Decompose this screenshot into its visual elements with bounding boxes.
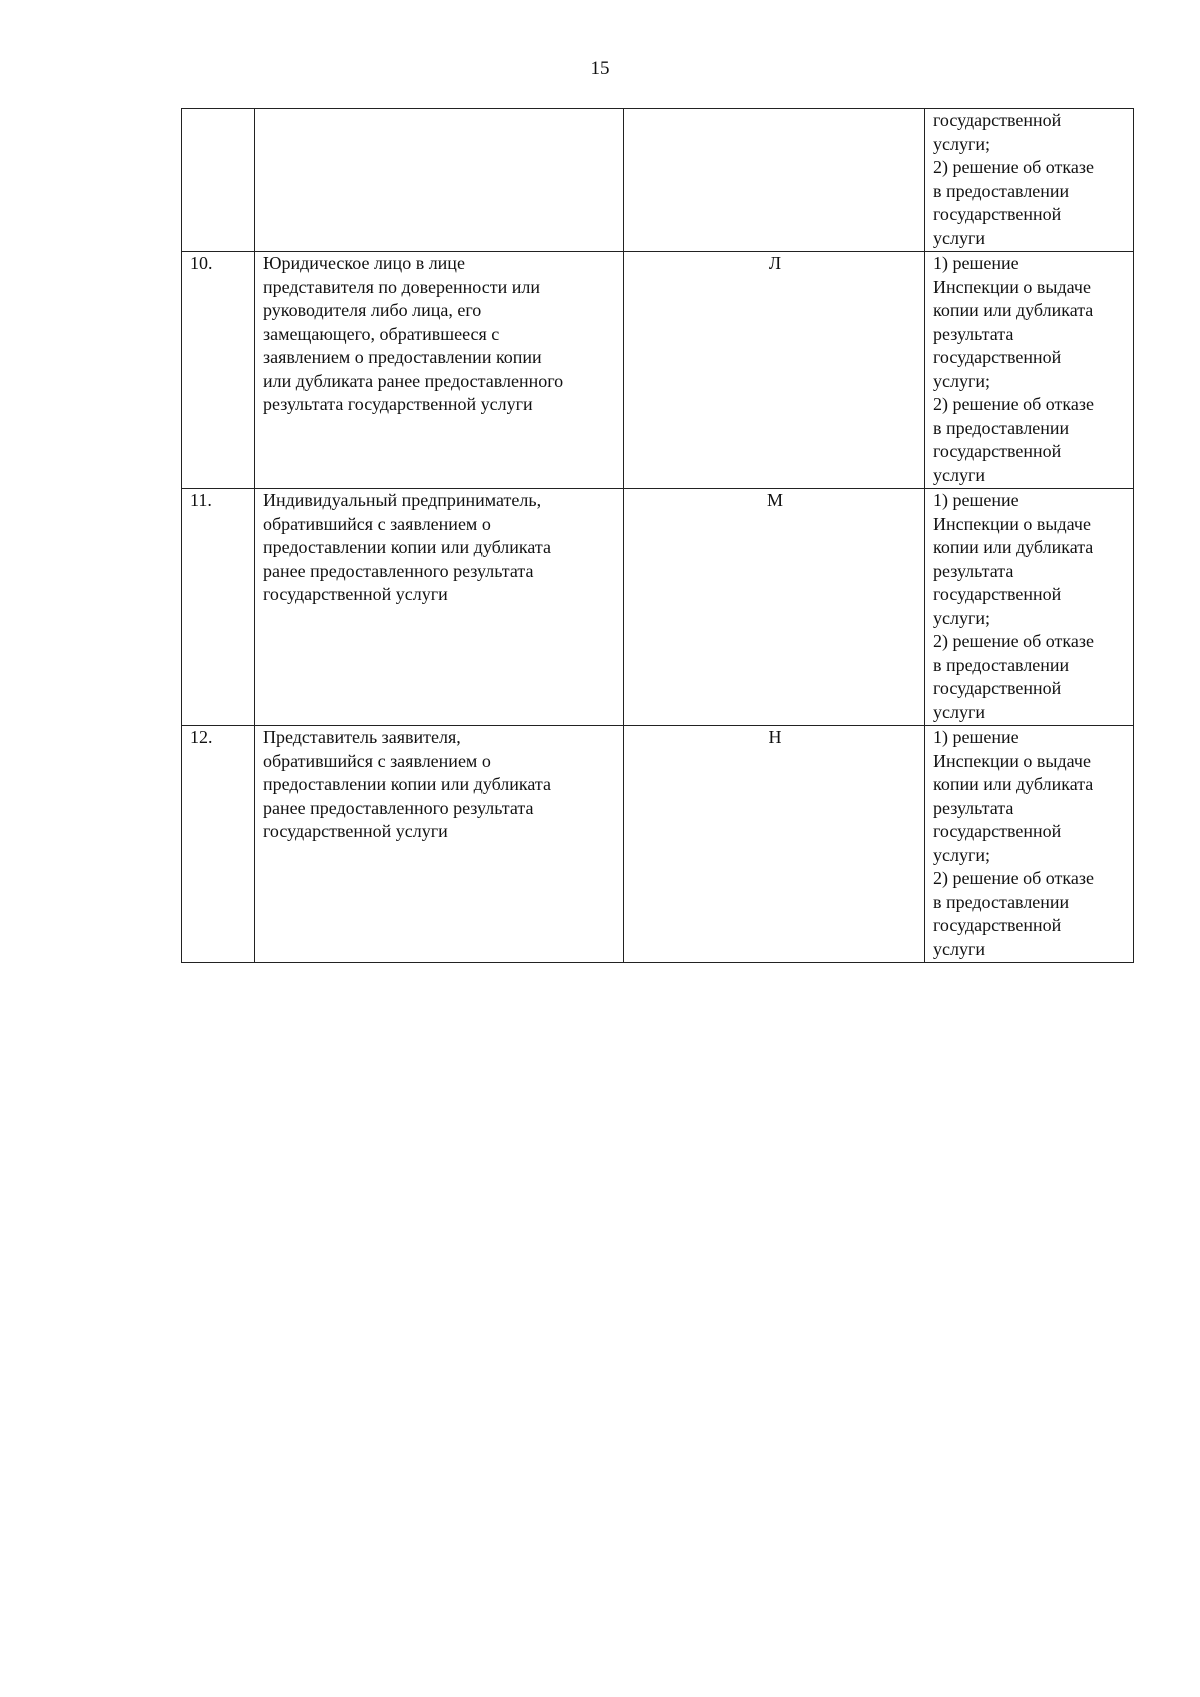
applicant-text-line: замещающего, обратившееся с [263, 323, 500, 344]
result-text-line: услуги; [933, 370, 990, 391]
row-number-cell: 10. [182, 252, 255, 489]
result-text-line: услуги [933, 227, 985, 248]
table-row [182, 726, 1134, 963]
applicant-cell [255, 252, 624, 489]
result-text-line: 2) решение об отказе [933, 394, 1094, 414]
applicant-text-line: Юридическое лицо в лице [263, 253, 465, 273]
applicant-cell [255, 726, 624, 963]
applicant-text-line: предоставлении копии или дубликата [263, 537, 551, 557]
applicant-text-line: Представитель заявителя, [263, 727, 461, 747]
applicant-text-line: ранее предоставленного результата [263, 797, 534, 818]
applicant-text-line: или дубликата ранее предоставленного [263, 370, 564, 391]
applicant-text-line: предоставлении копии или дубликата [263, 774, 551, 794]
result-text-line: государственной [933, 110, 1062, 130]
result-cell [925, 252, 1134, 489]
applicant-text-line: государственной услуги [263, 584, 448, 604]
table-row [182, 489, 1134, 726]
applicant-text-line: ранее предоставленного результата [263, 560, 534, 581]
result-cell [925, 726, 1134, 963]
result-text-line: 1) решение [933, 727, 1019, 747]
applicant-cell [255, 109, 624, 252]
applicant-text-line: руководителя либо лица, его [263, 300, 482, 320]
result-text-line: услуги [933, 464, 985, 485]
result-text-line: 2) решение об отказе [933, 157, 1094, 177]
result-text-line: в предоставлении [933, 891, 1070, 912]
table-row [182, 109, 1134, 252]
document-table [181, 108, 1134, 963]
result-cell [925, 489, 1134, 726]
result-text-line: 1) решение [933, 490, 1019, 510]
result-text-line: 2) решение об отказе [933, 631, 1094, 651]
result-text-line: государственной [933, 584, 1062, 604]
result-text-line: результата [933, 323, 1014, 344]
page-number: 15 [590, 58, 610, 79]
result-text-line: услуги; [933, 844, 990, 865]
result-text-line: результата [933, 560, 1014, 581]
result-text-line: услуги [933, 701, 985, 722]
result-text-line: 2) решение об отказе [933, 868, 1094, 888]
result-text-line: результата [933, 797, 1014, 818]
result-text-line: государственной [933, 441, 1062, 461]
result-cell [925, 109, 1134, 252]
applicant-text-line: результата государственной услуги [263, 394, 533, 414]
applicant-text-line: обратившийся с заявлением о [263, 513, 491, 534]
applicant-text-line: представителя по доверенности или [263, 276, 540, 297]
applicant-text-line: Индивидуальный предприниматель, [263, 490, 542, 510]
result-text-line: государственной [933, 204, 1062, 224]
result-text-line: услуги; [933, 607, 990, 628]
applicant-cell [255, 489, 624, 726]
result-text-line: в предоставлении [933, 180, 1070, 201]
result-text-line: копии или дубликата [933, 537, 1094, 557]
result-text-line: государственной [933, 915, 1062, 935]
result-text-line: государственной [933, 678, 1062, 698]
result-text-line: услуги [933, 938, 985, 959]
row-number-cell: 11. [182, 489, 255, 726]
table-row [182, 252, 1134, 489]
applicant-text-line: обратившийся с заявлением о [263, 750, 491, 771]
code-cell: Л [624, 252, 925, 489]
result-text-line: Инспекции о выдаче [933, 276, 1091, 297]
result-text-line: государственной [933, 821, 1062, 841]
result-text-line: Инспекции о выдаче [933, 513, 1091, 534]
result-text-line: копии или дубликата [933, 300, 1094, 320]
applicant-text-line: заявлением о предоставлении копии [263, 347, 542, 367]
result-text-line: в предоставлении [933, 417, 1070, 438]
code-cell [624, 109, 925, 252]
row-number-cell [182, 109, 255, 252]
result-text-line: копии или дубликата [933, 774, 1094, 794]
code-cell: Н [624, 726, 925, 963]
result-text-line: государственной [933, 347, 1062, 367]
result-text-line: услуги; [933, 133, 990, 154]
row-number-cell: 12. [182, 726, 255, 963]
result-text-line: в предоставлении [933, 654, 1070, 675]
applicant-text-line: государственной услуги [263, 821, 448, 841]
code-cell: М [624, 489, 925, 726]
result-text-line: 1) решение [933, 253, 1019, 273]
result-text-line: Инспекции о выдаче [933, 750, 1091, 771]
